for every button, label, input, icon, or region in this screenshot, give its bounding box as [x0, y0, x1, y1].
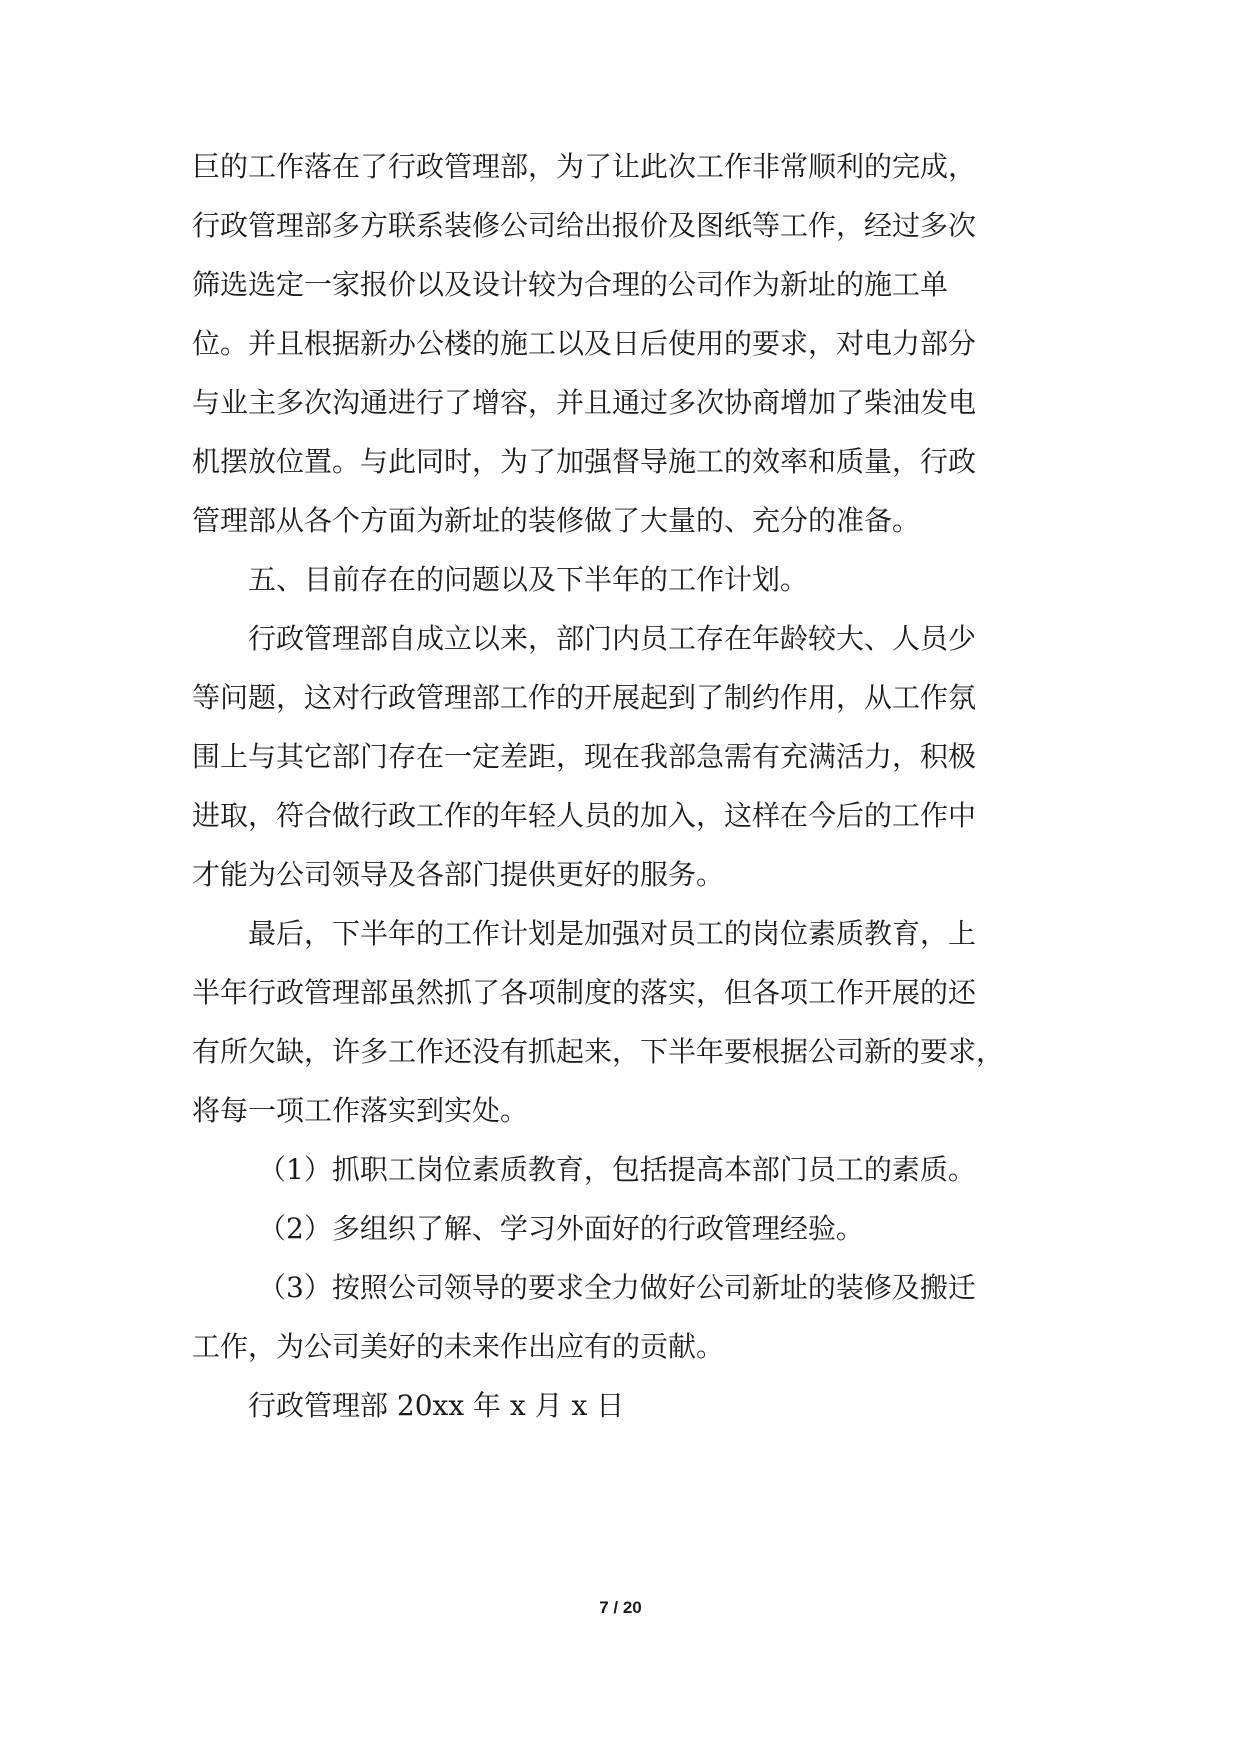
signature-date-line: 行政管理部 20xx 年 x 月 x 日 — [248, 1389, 625, 1422]
paragraph-line: 将每一项工作落实到实处。 — [192, 1094, 529, 1127]
paragraph-line: 机摆放位置。与此同时，为了加强督导施工的效率和质量，行政 — [192, 445, 977, 478]
paragraph-line: 行政管理部自成立以来，部门内员工存在年龄较大、人员少 — [248, 622, 977, 655]
paragraph-line: 围上与其它部门存在一定差距，现在我部急需有充满活力，积极 — [192, 740, 977, 773]
list-item: （2）多组织了解、学习外面好的行政管理经验。 — [258, 1212, 864, 1245]
list-item-continuation: 工作，为公司美好的未来作出应有的贡献。 — [192, 1330, 725, 1363]
paragraph-line: 管理部从各个方面为新址的装修做了大量的、充分的准备。 — [192, 504, 921, 537]
paragraph-line: 与业主多次沟通进行了增容，并且通过多次协商增加了柴油发电 — [192, 386, 977, 419]
section-heading: 五、目前存在的问题以及下半年的工作计划。 — [248, 563, 809, 596]
list-item: （3）按照公司领导的要求全力做好公司新址的装修及搬迁 — [258, 1271, 976, 1304]
paragraph-line: 巨的工作落在了行政管理部，为了让此次工作非常顺利的完成， — [192, 150, 977, 183]
paragraph-line: 行政管理部多方联系装修公司给出报价及图纸等工作，经过多次 — [192, 209, 977, 242]
paragraph-line: 有所欠缺，许多工作还没有抓起来，下半年要根据公司新的要求， — [192, 1035, 1005, 1068]
paragraph-line: 半年行政管理部虽然抓了各项制度的落实，但各项工作开展的还 — [192, 976, 977, 1009]
paragraph-line: 进取，符合做行政工作的年轻人员的加入，这样在今后的工作中 — [192, 799, 977, 832]
paragraph-line: 位。并且根据新办公楼的施工以及日后使用的要求，对电力部分 — [192, 327, 977, 360]
list-item: （1）抓职工岗位素质教育，包括提高本部门员工的素质。 — [258, 1153, 976, 1186]
paragraph-line: 最后，下半年的工作计划是加强对员工的岗位素质教育，上 — [248, 917, 977, 950]
page-number: 7 / 20 — [599, 1598, 642, 1617]
paragraph-line: 筛选选定一家报价以及设计较为合理的公司作为新址的施工单 — [192, 268, 949, 301]
paragraph-line: 等问题，这对行政管理部工作的开展起到了制约作用，从工作氛 — [192, 681, 977, 714]
paragraph-line: 才能为公司领导及各部门提供更好的服务。 — [192, 858, 725, 891]
